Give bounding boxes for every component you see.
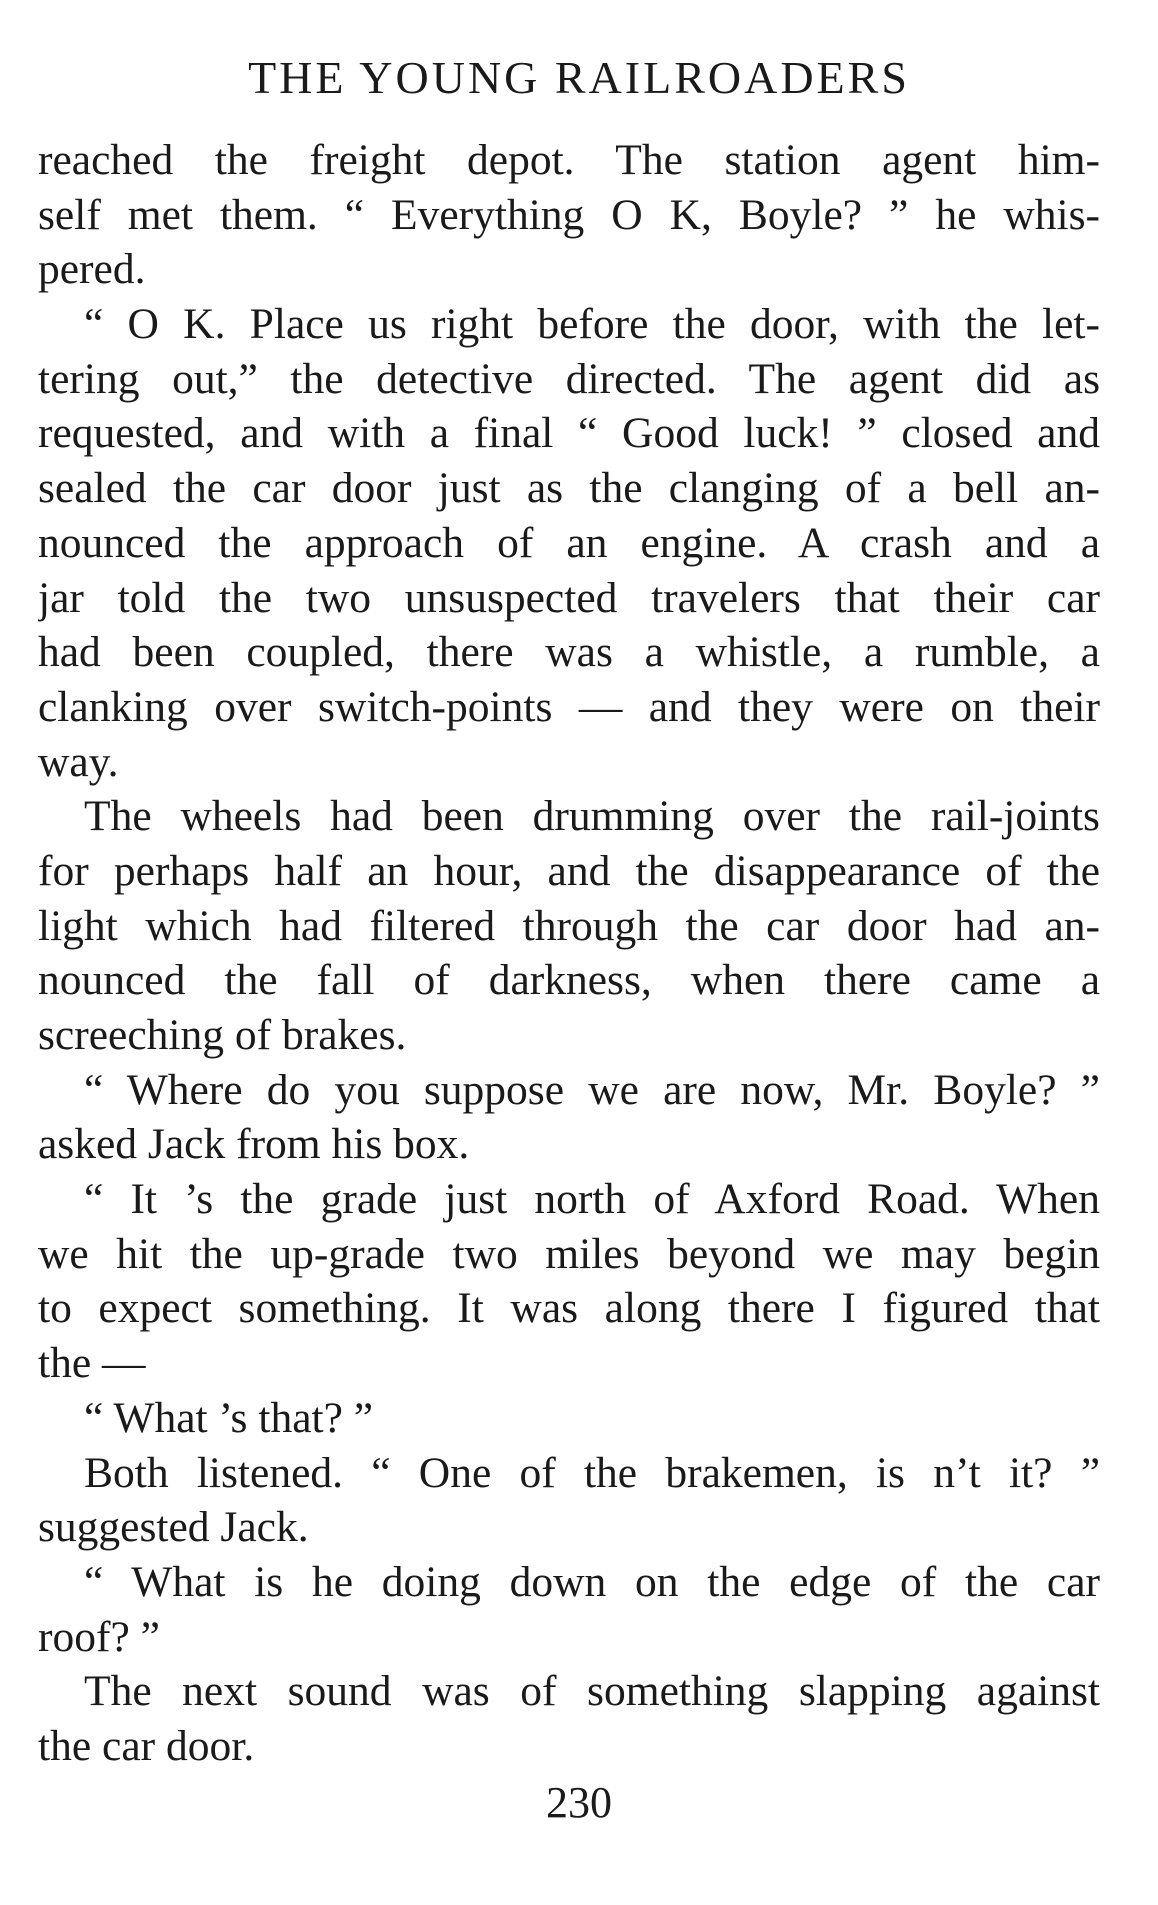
text-line: jar told the two unsuspected travelers that their car bbox=[38, 573, 1100, 622]
text-line: for perhaps half an hour, and the disappearance of the bbox=[38, 846, 1100, 895]
text-line: sealed the car door just as the clanging of a bell an- bbox=[38, 464, 1100, 513]
text-line: we hit the up-grade two miles beyond we may begin bbox=[38, 1229, 1100, 1278]
text-line: “ What is he doing down on the edge of the car bbox=[84, 1557, 1100, 1606]
text-line: roof? ” bbox=[38, 1612, 160, 1661]
text-line: “ It ’s the grade just north of Axford Road. When bbox=[84, 1175, 1100, 1224]
text-line: asked Jack from his box. bbox=[38, 1120, 470, 1169]
text-line: had been coupled, there was a whistle, a rumble, a bbox=[38, 628, 1100, 677]
text-line: screeching of brakes. bbox=[38, 1011, 407, 1059]
text-line: tering out,” the detective directed. The agent did as bbox=[38, 354, 1100, 403]
text-line: light which had filtered through the car door had an- bbox=[38, 901, 1100, 950]
text-line: requested, and with a final “ Good luck! ” closed and bbox=[38, 409, 1100, 458]
text-line: suggested Jack. bbox=[38, 1503, 309, 1552]
text-line: “ What ’s that? ” bbox=[84, 1393, 374, 1442]
page-body bbox=[38, 133, 1100, 1774]
running-head: THE YOUNG RAILROADERS bbox=[248, 52, 910, 103]
text-line: nounced the fall of darkness, when there came a bbox=[38, 956, 1100, 1005]
text-line: The next sound was of something slapping against bbox=[84, 1667, 1100, 1716]
text-line: the — bbox=[38, 1339, 146, 1388]
text-line: to expect something. It was along there I figured that bbox=[38, 1284, 1100, 1333]
text-line: way. bbox=[38, 737, 119, 786]
text-line: reached the freight depot. The station agent him- bbox=[38, 136, 1100, 184]
text-line: nounced the approach of an engine. A crash and a bbox=[38, 518, 1100, 567]
text-line: the car door. bbox=[38, 1721, 255, 1770]
text-line: The wheels had been drumming over the rail-joints bbox=[84, 792, 1100, 841]
text-line: self met them. “ Everything O K, Boyle? ” he whis- bbox=[38, 190, 1100, 239]
text-line: clanking over switch-points — and they were on their bbox=[38, 682, 1100, 731]
text-line: “ O K. Place us right before the door, with the let- bbox=[84, 300, 1100, 349]
text-line: “ Where do you suppose we are now, Mr. Boyle? ” bbox=[84, 1065, 1100, 1114]
page-number: 230 bbox=[546, 1778, 612, 1827]
text-line: Both listened. “ One of the brakemen, is n’t it? ” bbox=[84, 1448, 1100, 1497]
text-line: pered. bbox=[38, 245, 146, 294]
